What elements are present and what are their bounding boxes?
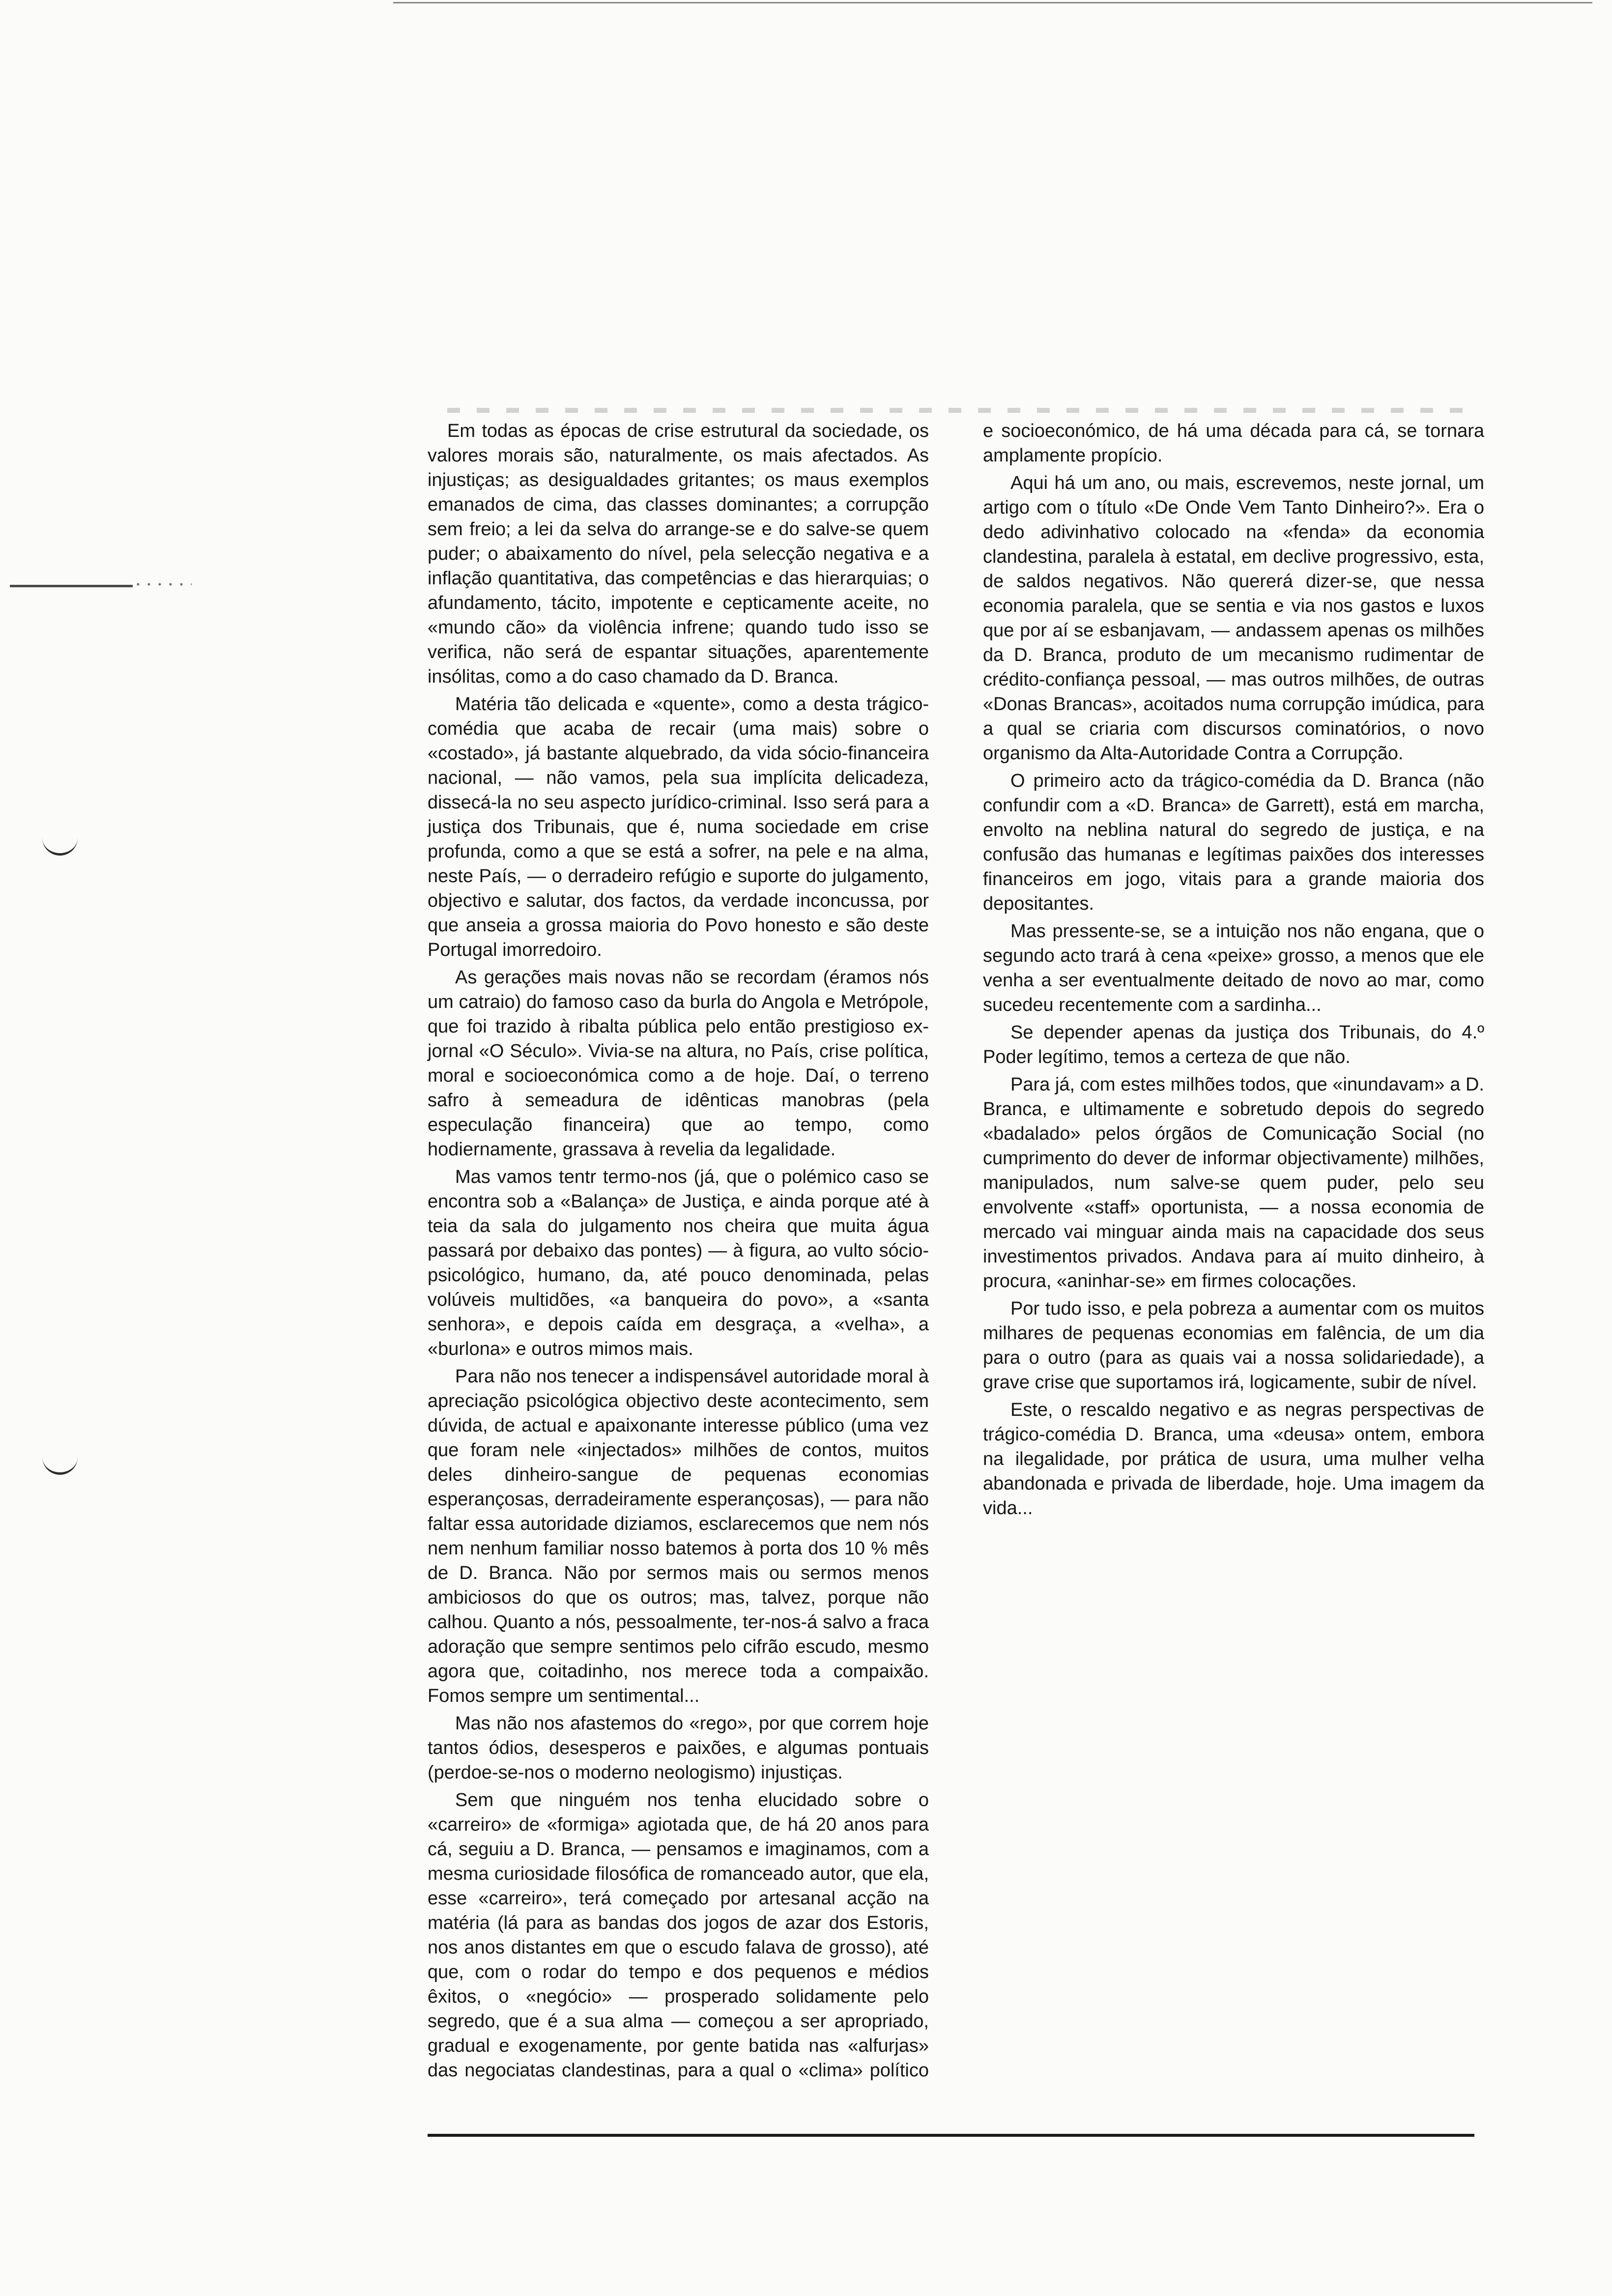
paragraph: Para não nos tenecer a indispensável autoridade moral à apreciação psicológica objectivo deste acontecimento, sem dúvida, de actual e apaixonante interesse público (uma vez que foram nele «injectados» milhões de contos, muitos deles dinheiro-sangue de pequenas economias esperançosas, derradeiramente esperançosas), — para não faltar essa autoridade diziamos, esclarecemos que nem nós nem nenhum familiar nosso batemos à porta dos 10 % mês de D. Branca. Não por sermos mais ou sermos menos ambiciosos do que os outros; mas, talvez, porque não calhou. Quanto a nós, pessoalmente, ter-nos-á salvo a fraca adoração que sempre sentimos pelo cifrão escudo, mesmo agora que, coitadinho, nos merece toda a compaixão. Fomos sempre um sentimental...: [428, 1366, 929, 1706]
paragraph: Mas vamos tentr termo-nos (já, que o polémico caso se encontra sob a «Balança» de Justiça, e ainda porque até à teia da sala do julgamento nos cheira que muita água passará por debaixo das pontes) — à figura, ao vulto sócio-psicológico, humano, da, até pouco denominada, pelas volúveis multidões, «a banqueira do povo», a «santa senhora», e depois caída em desgraça, a «velha», a «burlona» e outros mimos mais.: [428, 1167, 929, 1359]
newspaper-article: [428, 408, 1484, 2157]
paragraph: Se depender apenas da justiça dos Tribunais, do 4.º Poder legítimo, temos a certeza de que não.: [983, 1022, 1484, 1067]
margin-pen-mark: [10, 585, 133, 587]
paragraph: Sem que ninguém nos tenha elucidado sobre o «carreiro» de «formiga» agiotada que, de há 20 anos para cá, seguiu a D. Branca, — pensamos e imaginamos, com a mesma curiosidade filosófica de romanceado autor, que ela, esse «carreiro», terá começado por artesanal acção na matéria (lá para as bandas dos jogos de azar dos Estoris, nos anos distantes em que o escudo falava de grosso), até que, com o rodar do tempo e dos pequenos e médios êxitos, o «negócio» — prosperado solidamente pelo segredo, que é a sua alma — começou a ser apropriado, gradual e exogenamente, por gente batida nas «alfurjas» das negociatas clandestinas, para a qual o «clima» político e socioeconómico, de há uma década para cá, se tornara amplamente propício.: [428, 421, 1484, 2081]
paragraph: Para já, com estes milhões todos, que «inundavam» a D. Branca, e ultimamente e sobretudo depois do segredo «badalado» pelos órgãos de Comunicação Social (no cumprimento do dever de informar objectivamente) milhões, manipulados, num salve-se quem puder, pelo seu envolvente «staff» oportunista, — a nossa economia de mercado vai minguar ainda mais na capacidade dos seus investimentos privados. Andava para aí muito dinheiro, à procura, «aninhar-se» em firmes colocações.: [983, 1074, 1484, 1292]
margin-dot-mark: [133, 582, 192, 587]
paragraph: Mas não nos afastemos do «rego», por que correm hoje tantos ódios, desesperos e paixões, e algumas pontuais (perdoe-se-nos o moderno neologismo) injustiças.: [428, 1713, 929, 1783]
paragraph: Este, o rescaldo negativo e as negras perspectivas de trágico-comédia D. Branca, uma «deusa» ontem, embora na ilegalidade, por prática de usura, uma mulher velha abandonada e privada de liberdade, hoje. Uma imagem da vida...: [983, 1400, 1484, 1519]
bottom-rule: [428, 2134, 1474, 2137]
paragraph: Aqui há um ano, ou mais, escrevemos, neste jornal, um artigo com o título «De Onde Vem Tanto Dinheiro?». Era o dedo adivinhativo colocado na «fenda» da economia clandestina, paralela à estatal, em declive progressivo, esta, de saldos negativos. Não quererá dizer-se, que nessa economia paralela, que se sentia e via nos gastos e luxos que por aí se esbanjavam, — andassem apenas os milhões da D. Branca, produto de um mecanismo rudimentar de crédito-confiança pessoal, — mas outros milhões, de outras «Donas Brancas», acoitados numa corrupção imúdica, para a qual se criaria com discursos cominatórios, o novo organismo da Alta-Autoridade Contra a Corrupção.: [983, 473, 1484, 764]
paragraph: Por tudo isso, e pela pobreza a aumentar com os muitos milhares de pequenas economias em falência, de um dia para o outro (para as quais vai a nossa solidariedade), a grave crise que suportamos irá, logicamente, subir de nível.: [983, 1298, 1484, 1393]
paragraph: As gerações mais novas não se recordam (éramos nós um catraio) do famoso caso da burla do Angola e Metrópole, que foi trazido à ribalta pública pelo então prestigioso ex-jornal «O Século». Vivia-se na altura, no País, crise política, moral e socioeconómica como a de hoje. Daí, o terreno safro à semeadura de idênticas manobras (pela especulação financeira) que ao tempo, como hodiernamente, grassava à revelia da legalidade.: [428, 967, 929, 1160]
paragraph: Mas pressente-se, se a intuição nos não engana, que o segundo acto trará à cena «peixe» grosso, a menos que ele venha a ser eventualmente deitado de novo ao mar, como sucedeu recentemente com a sardinha...: [983, 921, 1484, 1015]
paragraph: Em todas as épocas de crise estrutural da sociedade, os valores morais são, naturalmente, os mais afectados. As injustiças; as desigualdades gritantes; os maus exemplos emanados de cima, das classes dominantes; a corrupção sem freio; a lei da selva do arrange-se e do salve-se quem puder; o abaixamento do nível, pela selecção negativa e a inflação quantitativa, das competências e das hierarquias; o afundamento, tácito, impotente e cepticamente aceite, no «mundo cão» da violência infrene; quando tudo isso se verifica, não será de espantar situações, aparentemente insólitas, como a do caso chamado da D. Branca.: [428, 421, 929, 687]
binder-hole-mark: [42, 835, 78, 856]
paragraph: O primeiro acto da trágico-comédia da D. Branca (não confundir com a «D. Branca» de Garrett), está em marcha, envolto na neblina natural do segredo de justiça, e na confusão das humanas e legítimas paixões dos interesses financeiros em jogo, vitais para a grande maioria dos depositantes.: [983, 771, 1484, 914]
binder-hole-mark: [42, 1455, 78, 1475]
header-smudge: [447, 408, 1479, 413]
paragraph: Matéria tão delicada e «quente», como a desta trágico-comédia que acaba de recair (uma mais) sobre o «costado», já bastante alquebrado, da vida sócio-financeira nacional, — não vamos, pela sua implícita delicadeza, dissecá-la no seu aspecto jurídico-criminal. Isso será para a justiça dos Tribunais, que é, numa sociedade em crise profunda, como a que se está a sofrer, na pele e na alma, neste País, — o derradeiro refúgio e suporte do julgamento, objectivo e salutar, dos factos, da verdade inconcussa, por que anseia a grossa maioria do Povo honesto e são deste Portugal imorredoiro.: [428, 694, 929, 960]
scan-edge-line: [393, 2, 1592, 3]
article-body: [428, 419, 1484, 2126]
